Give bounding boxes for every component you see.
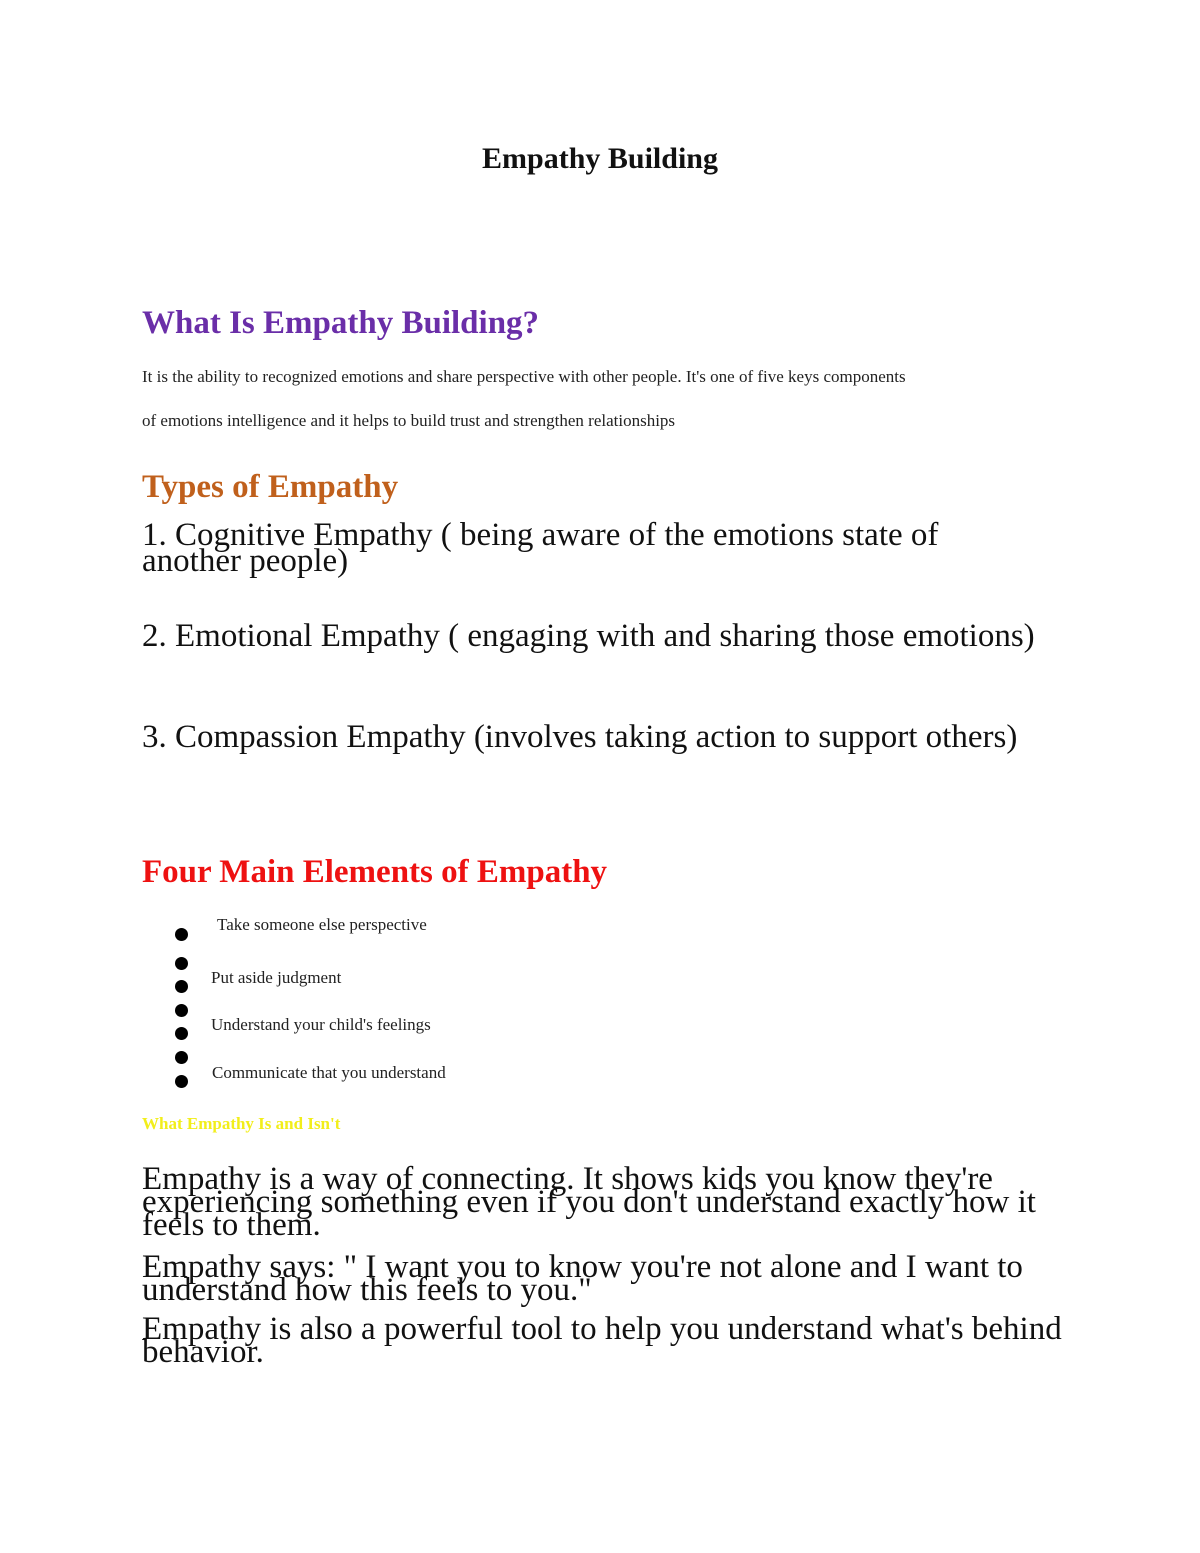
bullet-icon xyxy=(175,1027,188,1040)
type-item-cognitive: 1. Cognitive Empathy ( being aware of the emotions state of another people) xyxy=(142,517,939,579)
heading-what-empathy-is: What Empathy Is and Isn't xyxy=(142,1114,341,1133)
element-item-judgment: Put aside judgment xyxy=(211,968,342,987)
bullet-icon xyxy=(175,1004,188,1017)
definition-line-2: of emotions intelligence and it helps to build trust and strengthen relationships xyxy=(142,411,676,430)
document-title: Empathy Building xyxy=(482,142,718,175)
heading-four-elements: Four Main Elements of Empathy xyxy=(142,854,608,890)
element-item-communicate: Communicate that you understand xyxy=(212,1063,446,1082)
type-item-emotional: 2. Emotional Empathy ( engaging with and sharing those emotions) xyxy=(142,618,1035,654)
type-item-compassion: 3. Compassion Empathy (involves taking action to support others) xyxy=(142,719,1018,755)
heading-types-of-empathy: Types of Empathy xyxy=(142,469,399,505)
definition-line-1: It is the ability to recognized emotions and share perspective with other people. It's one of five keys components xyxy=(142,367,906,386)
bullet-icon xyxy=(175,1051,188,1064)
bullet-icon xyxy=(175,928,188,941)
element-item-feelings: Understand your child's feelings xyxy=(211,1015,431,1034)
bullet-icon xyxy=(175,957,188,970)
paragraph-empathy-says: Empathy says: " I want you to know you're not alone and I want to understand how this feels to you." xyxy=(142,1249,1023,1308)
bullet-icon xyxy=(175,980,188,993)
paragraph-powerful-tool: Empathy is also a powerful tool to help you understand what's behind behavior. xyxy=(142,1311,1062,1370)
bullet-icon xyxy=(175,1075,188,1088)
heading-what-is-empathy: What Is Empathy Building? xyxy=(142,305,540,341)
paragraph-connecting: Empathy is a way of connecting. It shows kids you know they're experiencing something even if you don't understand exactly how it feels to them. xyxy=(142,1161,1036,1243)
element-item-perspective: Take someone else perspective xyxy=(217,915,427,934)
